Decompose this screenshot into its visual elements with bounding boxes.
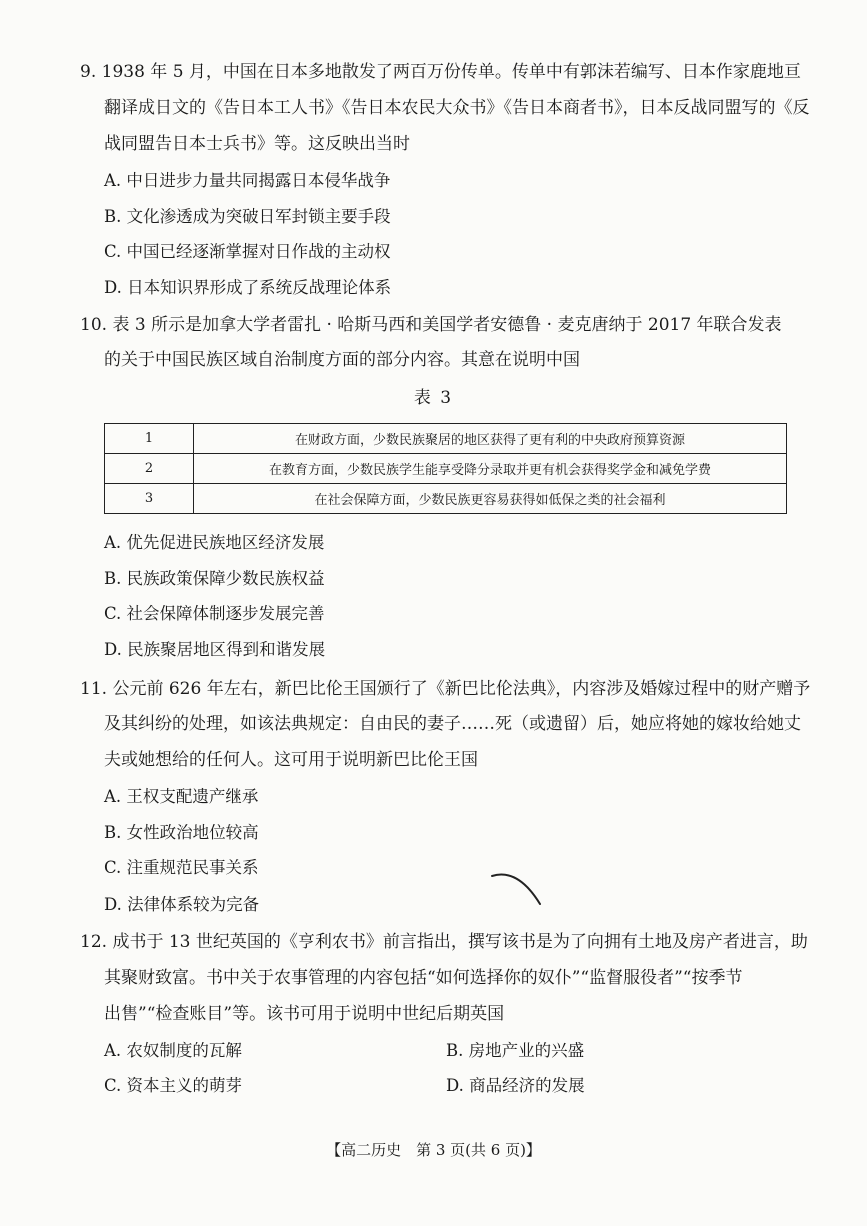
table-cell-text: 在财政方面，少数民族聚居的地区获得了更有利的中央政府预算资源 <box>194 424 787 454</box>
q11-stem-line-2: 及其纠纷的处理，如该法典规定：自由民的妻子……死（或遗留）后，她应将她的嫁妆给她丈 <box>104 714 801 734</box>
q10-stem-line-2: 的关于中国民族区域自治制度方面的部分内容。其意在说明中国 <box>104 350 580 370</box>
table-row <box>105 484 787 514</box>
q10-stem-line-1: 10. 表 3 所示是加拿大学者雷扎 · 哈斯马西和美国学者安德鲁 · 麦克唐纳于 2017 年联合发表 <box>80 315 782 335</box>
q11-option-b: B. 女性政治地位较高 <box>104 823 259 842</box>
table-row <box>105 424 787 454</box>
table-caption: 表 3 <box>413 388 454 408</box>
q12-stem-line-1: 12. 成书于 13 世纪英国的《亨利农书》前言指出，撰写该书是为了向拥有土地及房产者进言，助 <box>80 932 808 952</box>
table-3 <box>104 423 787 514</box>
q12-stem-line-2: 其聚财致富。书中关于农事管理的内容包括“如何选择你的奴仆”“监督服役者”“按季节 <box>104 968 743 988</box>
q11-option-a: A. 王权支配遗产继承 <box>104 787 259 806</box>
table-row <box>105 454 787 484</box>
page-footer: 【高二历史 第 3 页(共 6 页)】 <box>326 1141 541 1159</box>
q12-option-c: C. 资本主义的萌芽 <box>104 1076 243 1095</box>
q12-option-a: A. 农奴制度的瓦解 <box>104 1041 242 1060</box>
q9-option-c: C. 中国已经逐渐掌握对日作战的主动权 <box>104 242 391 261</box>
q9-stem-line-1: 9. 1938 年 5 月，中国在日本多地散发了两百万份传单。传单中有郭沫若编写、日本作家鹿地亘 <box>80 62 801 82</box>
q10-option-a: A. 优先促进民族地区经济发展 <box>104 533 325 552</box>
q11-stem-line-3: 夫或她想给的任何人。这可用于说明新巴比伦王国 <box>104 750 478 770</box>
q11-stem-line-1: 11. 公元前 626 年左右，新巴比伦王国颁行了《新巴比伦法典》，内容涉及婚嫁过程中的财产赠予 <box>80 679 811 699</box>
q9-option-d: D. 日本知识界形成了系统反战理论体系 <box>104 278 392 297</box>
q10-option-b: B. 民族政策保障少数民族权益 <box>104 569 325 588</box>
q9-stem-line-3: 战同盟告日本士兵书》等。这反映出当时 <box>104 134 410 154</box>
table-cell-number: 3 <box>105 484 194 514</box>
q11-option-d: D. 法律体系较为完备 <box>104 895 260 914</box>
pen-stroke-mark <box>488 866 548 910</box>
table-cell-number: 2 <box>105 454 194 484</box>
q12-option-b: B. 房地产业的兴盛 <box>446 1041 585 1060</box>
q11-option-c: C. 注重规范民事关系 <box>104 858 259 877</box>
q10-option-c: C. 社会保障体制逐步发展完善 <box>104 604 325 623</box>
table-cell-text: 在社会保障方面，少数民族更容易获得如低保之类的社会福利 <box>194 484 787 514</box>
q10-option-d: D. 民族聚居地区得到和谐发展 <box>104 640 326 659</box>
q9-option-a: A. 中日进步力量共同揭露日本侵华战争 <box>104 171 391 190</box>
q9-option-b: B. 文化渗透成为突破日军封锁主要手段 <box>104 207 391 226</box>
q12-option-d: D. 商品经济的发展 <box>446 1076 585 1095</box>
table-cell-text: 在教育方面，少数民族学生能享受降分录取并更有机会获得奖学金和减免学费 <box>194 454 787 484</box>
table-cell-number: 1 <box>105 424 194 454</box>
q9-stem-line-2: 翻译成日文的《告日本工人书》《告日本农民大众书》《告日本商者书》，日本反战同盟写的《反 <box>104 98 810 118</box>
q12-stem-line-3: 出售”“检查账目”等。该书可用于说明中世纪后期英国 <box>104 1004 505 1024</box>
